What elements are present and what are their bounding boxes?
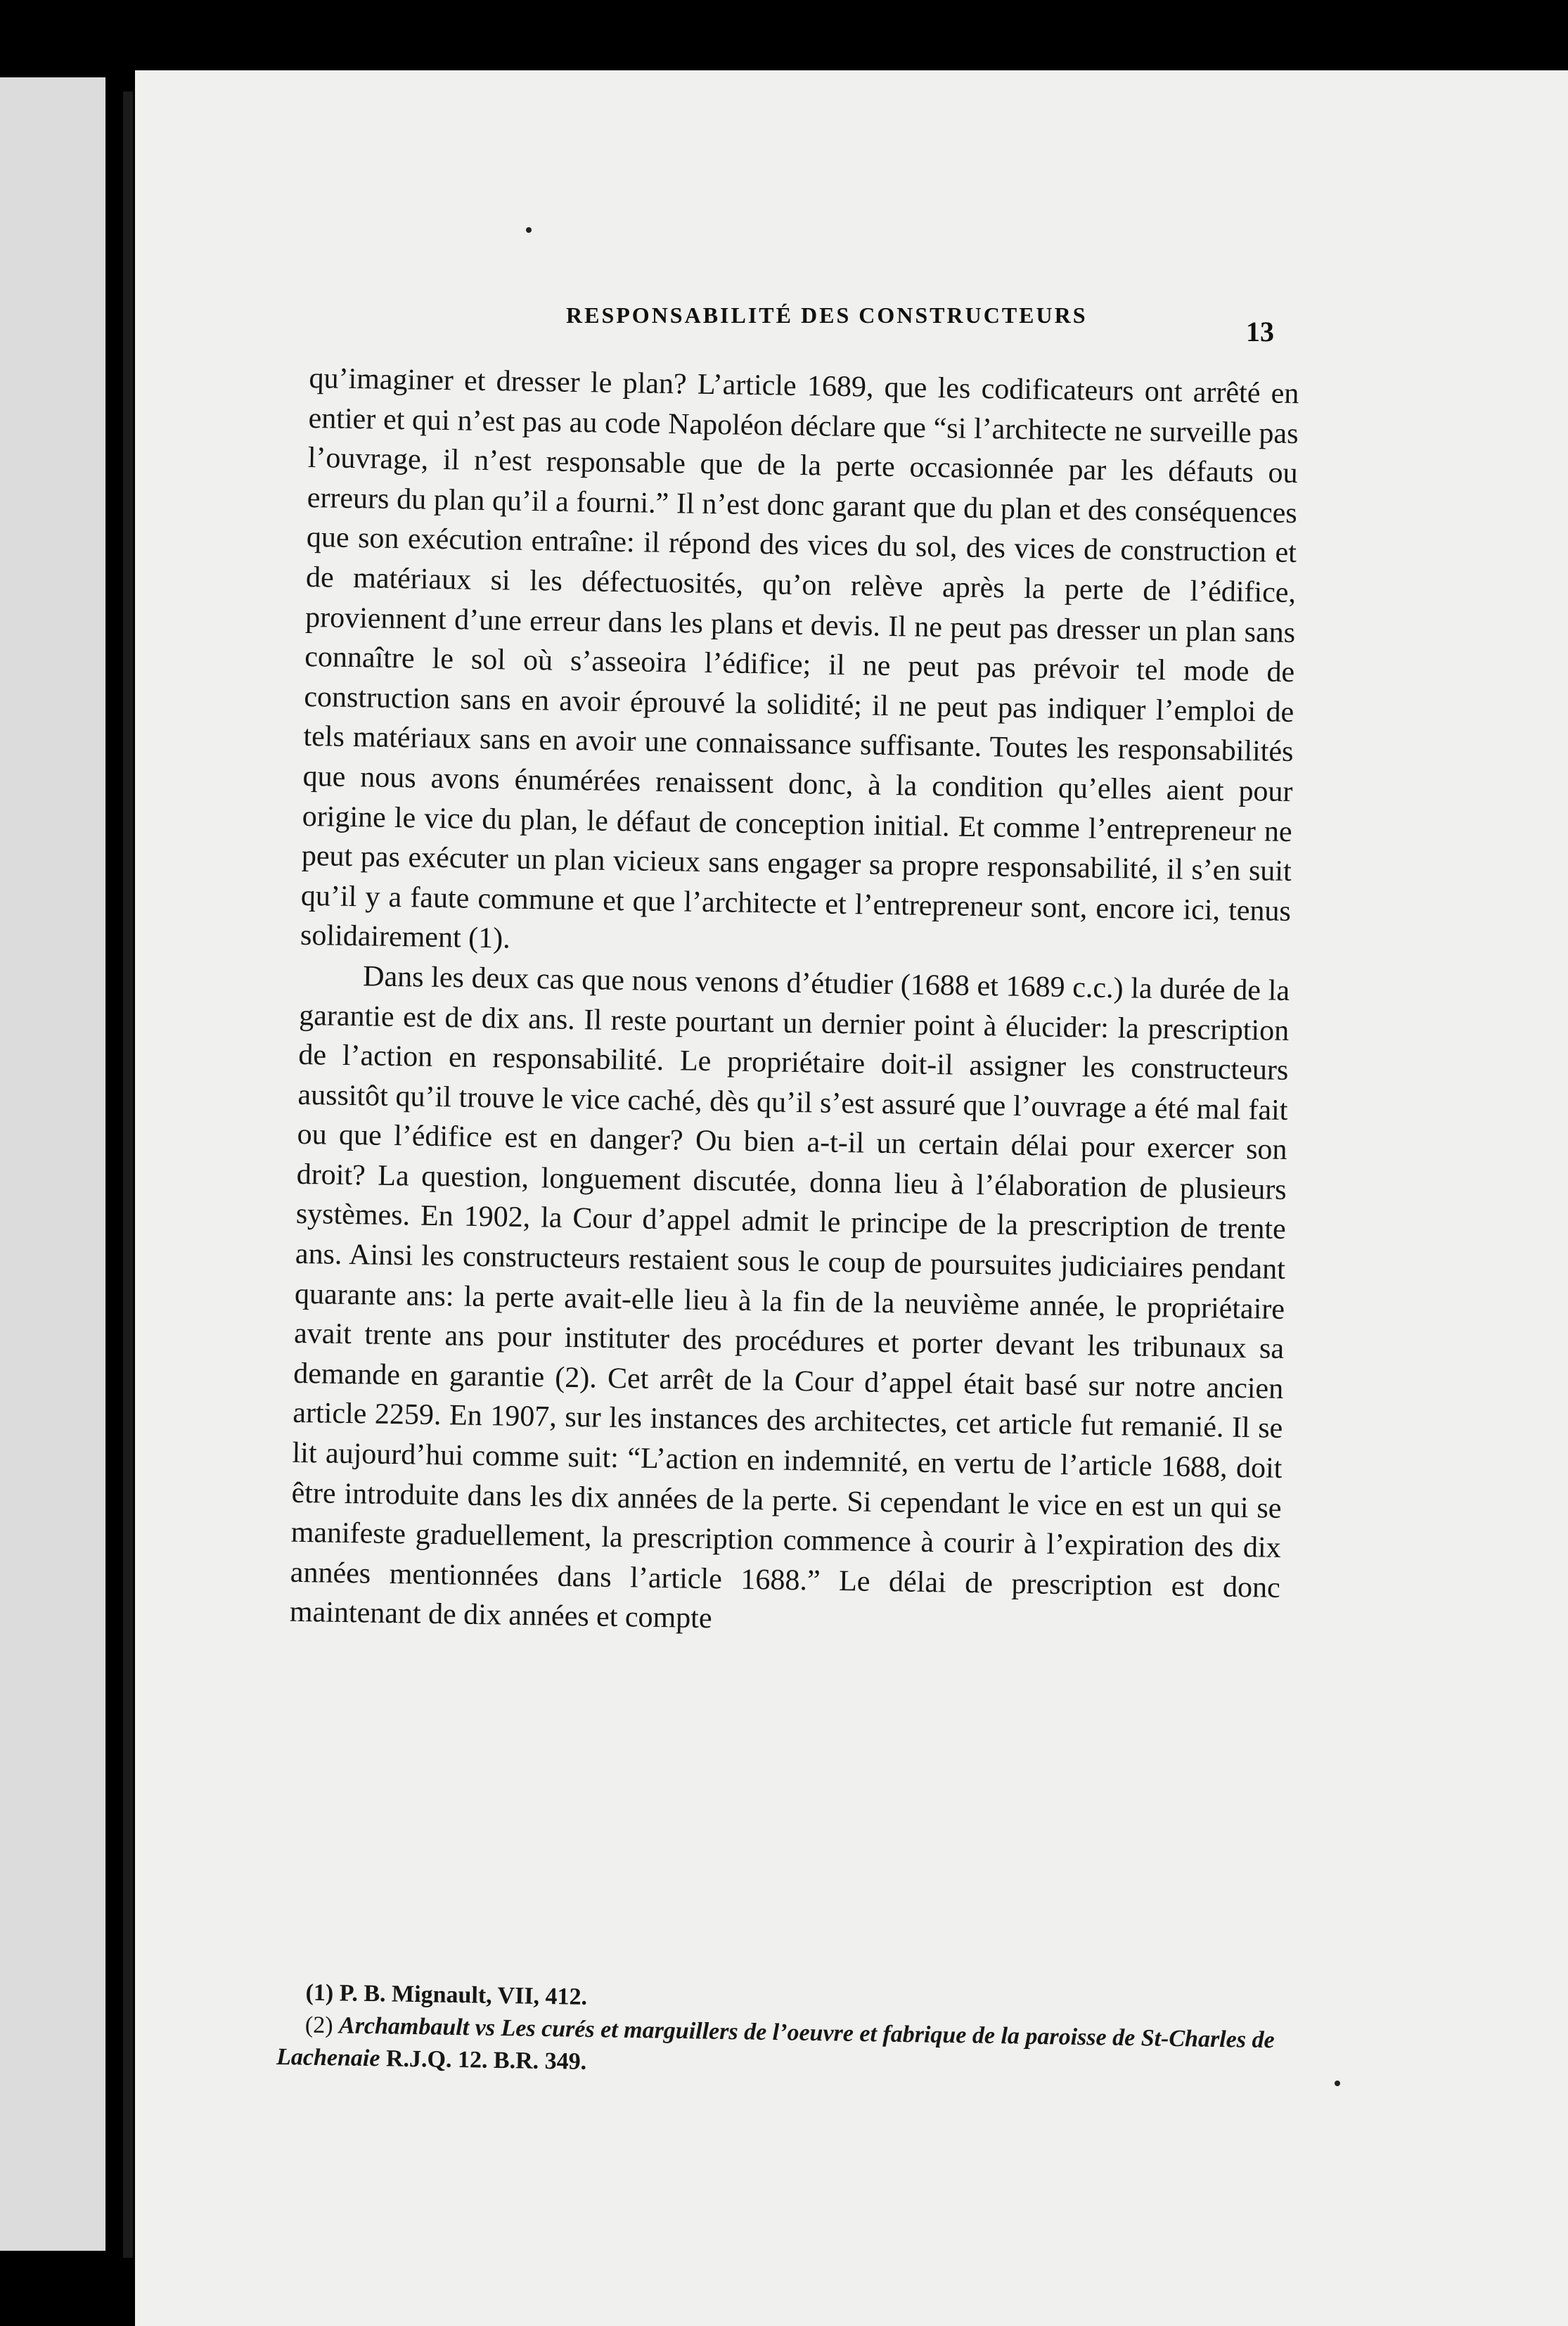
page-number: 13 [1246,316,1274,347]
scan-left-margin [0,77,105,2251]
running-title: RESPONSABILITÉ DES CONSTRUCTEURS [566,302,1088,328]
footnote-1: (1) P. B. Mignault, VII, 412. [305,1979,588,2010]
footnote-2-case: Archambault vs Les curés et marguillers de l’oeuvre et fabrique de la paroisse de St-Charles de Lachenaie [276,2012,1275,2072]
footnotes [276,1976,1304,2090]
paragraph-2: Dans les deux cas que nous venons d’étudier (1688 et 1689 c.c.) la durée de la garantie est de dix ans. Il reste pourtant un dernier point à élucider: la prescription de l’action en responsabilité. Le propriétaire doit-il assigner les constructeurs aussitôt qu’il trouve le vice caché, dès qu’il s’est assuré que l’ouvrage a été mal fait ou que l’édifice est en danger? Ou bien a-t-il un certain délai pour exercer son droit? La question, longuement discutée, donna lieu à l’élaboration de plusieurs systèmes. En 1902, la Cour d’appel admit le principe de la prescription de trente ans. Ainsi les constructeurs restaient sous le coup de poursuites judiciaires pendant quarante ans: la perte avait-elle lieu à la fin de la neuvième année, le propriétaire avait trente ans pour instituter des procédures et porter devant les tribunaux sa demande en garantie (2). Cet arrêt de la Cour d’appel était basé sur notre ancien article 2259. En 1907, sur les instances des architectes, cet article fut remanié. Il se lit aujourd’hui comme suit: “L’action en indemnité, en vertu de l’article 1688, doit être introduite dans les dix années de la perte. Si cependant le vice en est un qui se manifeste graduellement, la prescription commence à courir à l’expiration des dix années mentionnées dans l’article 1688.” Le délai de prescription est donc maintenant de dix années et compte [289,960,1290,1635]
scan-speck [526,227,532,233]
footnote-2-reference: R.J.Q. 12. B.R. 349. [385,2045,587,2075]
binding-gutter [123,91,133,2258]
paragraph-1: qu’imaginer et dresser le plan? L’article 1689, que les codificateurs ont arrêté en entier et qui n’est pas au code Napoléon déclare que “si l’architecte ne surveille pas l’ouvrage, il n’est responsable que de la perte occasionnée par les défauts ou erreurs du plan qu’il a fourni.” Il n’est donc garant que du plan et des conséquences que son exécution entraîne: il répond des vices du sol, des vices de construction et de matériaux si les défectuosités, qu’on relève après la perte de l’édifice, proviennent d’une erreur dans les plans et devis. Il ne peut pas dresser un plan sans connaître le sol où s’asseoira l’édifice; il ne peut pas prévoir tel mode de construction sans en avoir éprouvé la solidité; il ne peut pas indiquer l’emploi de tels matériaux sans en avoir une connaissance suffisante. Toutes les responsabilités que nous avons énumérées renaissent donc, à la condition qu’elles aient pour origine le vice du plan, le défaut de conception initial. Et comme l’entrepreneur ne peut pas exécuter un plan vicieux sans engager sa propre responsabilité, il s’en suit qu’il y a faute commune et que l’architecte et l’entrepreneur sont, encore ici, tenus solidairement (1). [300,362,1299,955]
scan-speck [1335,2081,1340,2086]
footnote-2-number: (2) [304,2012,333,2039]
body-text [290,359,1299,1648]
